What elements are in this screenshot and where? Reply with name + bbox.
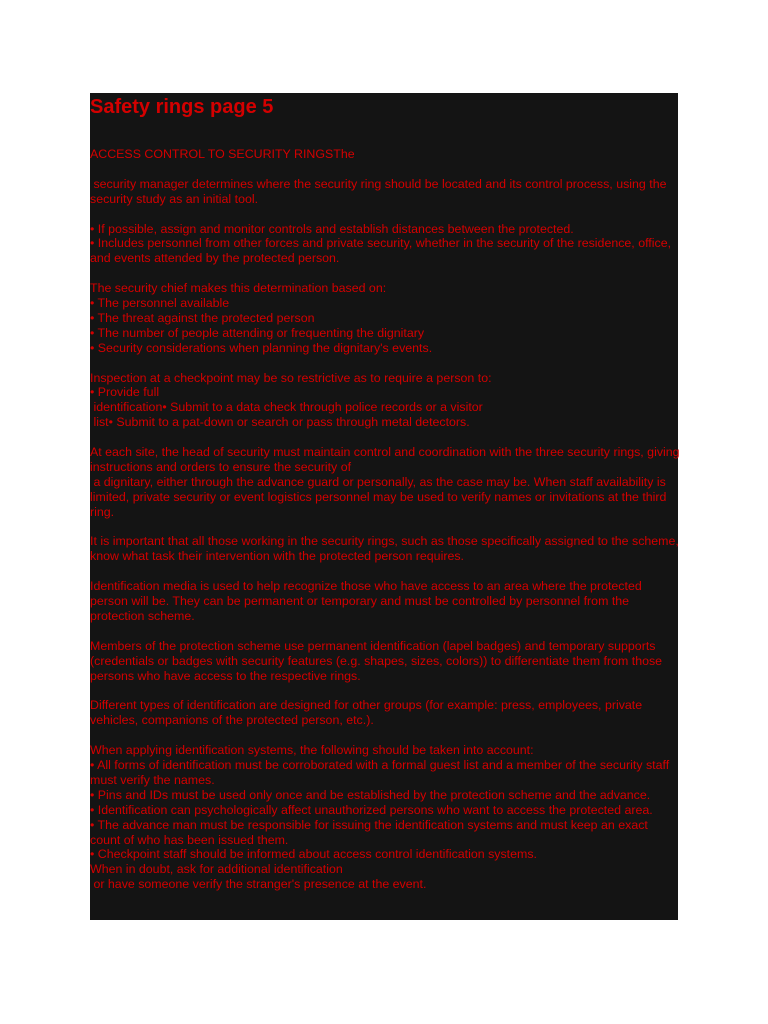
- text-line: Different types of identification are designed for other groups (for example: press, employees, private vehicles, companions of the protected person, etc.).: [90, 698, 646, 728]
- paragraph: [90, 579, 680, 624]
- text-line: Identification media is used to help recognize those who have access to an area where the protected person will be. They can be permanent or temporary and must be controlled by personnel from the protection scheme.: [90, 579, 646, 623]
- text-line: list• Submit to a pat-down or search or pass through metal detectors.: [90, 415, 470, 430]
- text-line: The security chief makes this determination based on:: [90, 281, 387, 296]
- text-line: • The advance man must be responsible for issuing the identification systems and must keep an exact count of who has been issued them.: [90, 817, 652, 847]
- paragraph: [90, 147, 680, 162]
- text-line: ACCESS CONTROL TO SECURITY RINGSThe: [90, 147, 355, 161]
- paragraph: [90, 222, 680, 267]
- text-line: a dignitary, either through the advance guard or personally, as the case may be. When staff availability is limited, private security or event logistics personnel may be used to verify names or invitations at the third ring.: [90, 474, 670, 519]
- document-body: [90, 147, 684, 907]
- text-line: • Security considerations when planning the dignitary's events.: [90, 340, 433, 355]
- text-line: or have someone verify the stranger's presence at the event.: [90, 877, 427, 892]
- text-line: identification• Submit to a data check through police records or a visitor: [90, 400, 483, 415]
- text-line: • The number of people attending or frequenting the dignitary: [90, 325, 425, 340]
- paragraph: [90, 534, 683, 564]
- text-line: • Pins and IDs must be used only once and be established by the protection scheme and the advance.: [90, 787, 651, 802]
- text-line: When in doubt, ask for additional identification: [90, 862, 343, 877]
- text-line: Inspection at a checkpoint may be so restrictive as to require a person to:: [90, 370, 492, 385]
- text-line: When applying identification systems, the following should be taken into account:: [90, 743, 534, 758]
- text-line: • If possible, assign and monitor controls and establish distances between the protected.: [90, 221, 574, 236]
- text-line: Members of the protection scheme use permanent identification (lapel badges) and temporary supports (credentials or badges with security features (e.g. shapes, sizes, colors)) to differentiate them from those persons who have access to the respective rings.: [90, 638, 666, 683]
- paragraph: [90, 371, 680, 431]
- paragraph: [90, 698, 680, 728]
- text-line: • The threat against the protected person: [90, 310, 315, 325]
- text-line: It is important that all those working in the security rings, such as those specifically assigned to the scheme, know what task their intervention with the protected person requires.: [90, 534, 683, 564]
- text-line: security manager determines where the security ring should be located and its control process, using the security study as an initial tool.: [90, 176, 670, 206]
- page-title: Safety rings page 5: [90, 96, 274, 118]
- text-line: • Includes personnel from other forces and private security, whether in the security of the residence, office, and events attended by the protected person.: [90, 236, 675, 266]
- text-line: • Identification can psychologically affect unauthorized persons who want to access the protected area.: [90, 802, 653, 817]
- paragraph: [90, 743, 680, 892]
- text-line: • Checkpoint staff should be informed about access control identification systems.: [90, 847, 537, 862]
- paragraph: [90, 281, 680, 356]
- text-line: • Provide full: [90, 385, 160, 400]
- text-line: At each site, the head of security must maintain control and coordination with the three security rings, giving instructions and orders to ensure the security of: [90, 445, 684, 474]
- paragraph: [90, 639, 680, 684]
- text-line: • All forms of identification must be corroborated with a formal guest list and a member of the security staff must verify the names.: [90, 758, 673, 787]
- paragraph: [90, 177, 680, 207]
- document-page: [90, 93, 684, 920]
- text-line: • The personnel available: [90, 296, 230, 311]
- paragraph: [90, 445, 684, 520]
